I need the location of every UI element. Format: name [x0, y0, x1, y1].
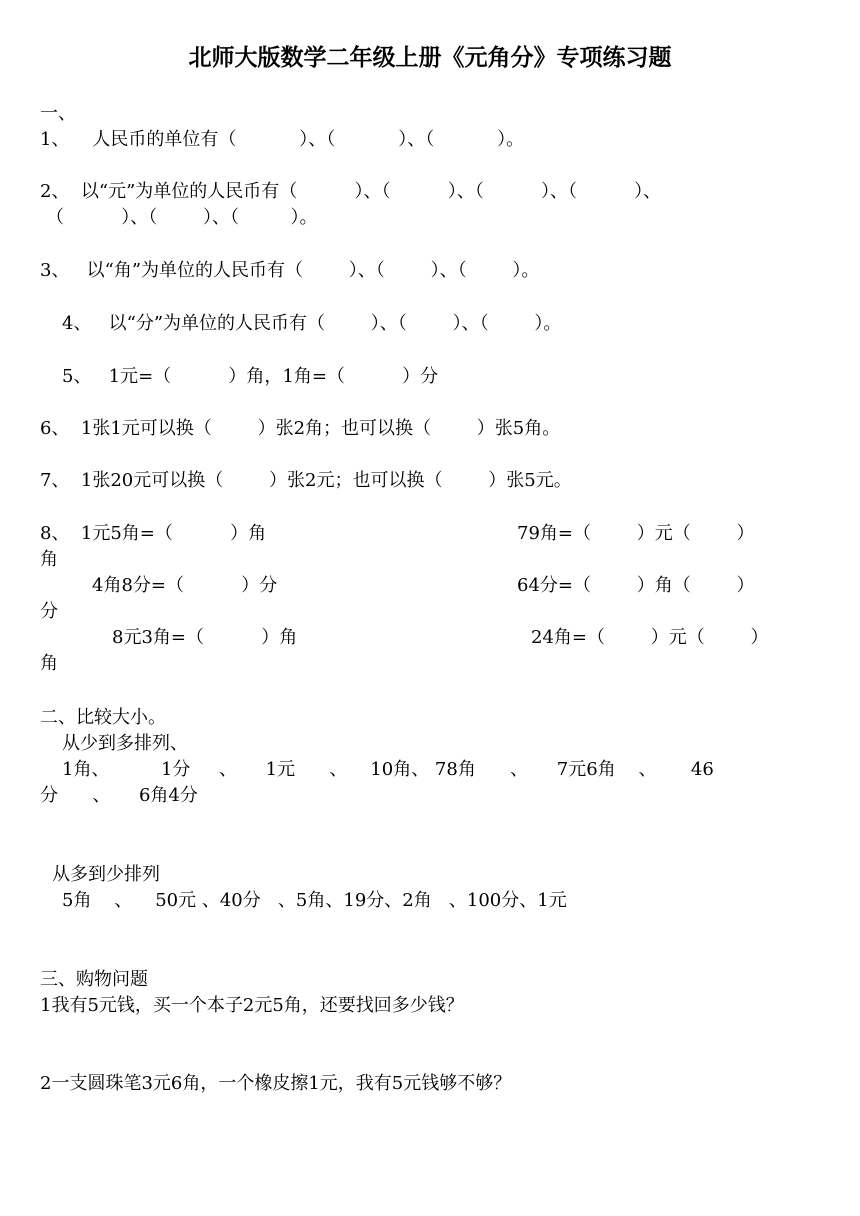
question-6: 6、 1张1元可以换（ ）张2角；也可以换（ ）张5角。: [40, 418, 561, 439]
section-2-heading: 二、比较大小。: [40, 707, 166, 728]
question-5: 5、 1元=（ ）角，1角=（ ）分: [62, 366, 439, 387]
page-title: 北师大版数学二年级上册《元角分》专项练习题: [188, 45, 672, 71]
section-3-heading: 三、购物问题: [40, 969, 148, 990]
descending-items: 5角 、 50元 、40分 、5角、19分、2角 、100分、1元: [62, 890, 567, 911]
question-2-line-1: 2、 以“元”为单位的人民币有（ ）、（ ）、（ ）、（ ）、: [40, 181, 662, 202]
question-8-row-3-wrap: 角: [40, 653, 58, 674]
section-1-heading: 一、: [40, 103, 76, 124]
question-8-row-1-wrap: 角: [40, 549, 58, 570]
question-2-line-2: （ ）、（ ）、（ ）。: [46, 207, 318, 228]
ascending-items-line-1: 1角、 1分 、 1元 、 10角、 78角 、 7元6角 、 46: [62, 759, 714, 780]
question-1: 1、 人民币的单位有（ ）、（ ）、（ ）。: [40, 129, 525, 150]
question-8-row-2-wrap: 分: [40, 601, 58, 622]
question-8-row-3-right: 24角=（ ）元（ ）: [531, 627, 769, 648]
descending-order-label: 从多到少排列: [52, 864, 160, 885]
shopping-problem-2: 2一支圆珠笔3元6角，一个橡皮擦1元，我有5元钱够不够？: [40, 1073, 512, 1094]
question-8-row-1-right: 79角=（ ）元（ ）: [517, 523, 755, 544]
question-4: 4、 以“分”为单位的人民币有（ ）、（ ）、（ ）。: [62, 313, 562, 334]
question-3: 3、 以“角”为单位的人民币有（ ）、（ ）、（ ）。: [40, 260, 540, 281]
ascending-items-line-2: 分 、 6角4分: [40, 785, 198, 806]
question-8-row-2-right: 64分=（ ）角（ ）: [517, 575, 755, 596]
question-8-row-1-left: 8、 1元5角=（ ）角: [40, 523, 267, 544]
question-8-row-3-left: 8元3角=（ ）角: [112, 627, 298, 648]
question-7: 7、 1张20元可以换（ ）张2元；也可以换（ ）张5元。: [40, 470, 572, 491]
question-8-row-2-left: 4角8分=（ ）分: [92, 575, 278, 596]
ascending-order-label: 从少到多排列、: [62, 733, 188, 754]
shopping-problem-1: 1我有5元钱，买一个本子2元5角，还要找回多少钱？: [40, 995, 464, 1016]
